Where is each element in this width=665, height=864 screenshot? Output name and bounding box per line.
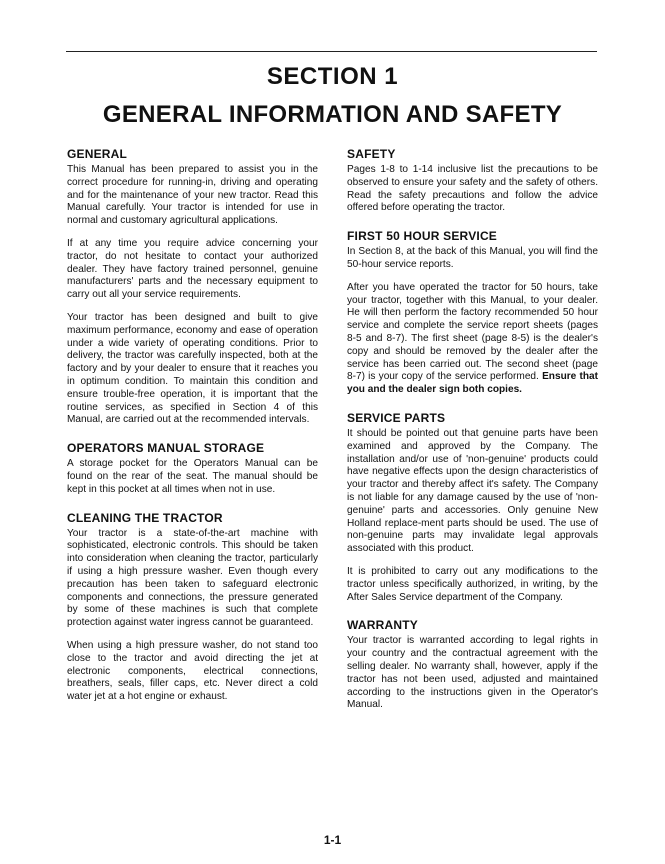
service-parts-section (347, 411, 598, 604)
warranty-paragraph-1: Your tractor is warranted according to legal rights in your country and the contractual agreement with the selling dealer. No warranty shall, however, apply if the tractor has not been used, adjusted and maintained according to the instructions given in the Operator's Manual. (347, 635, 598, 711)
first-50-hour-paragraph-2 (347, 282, 598, 397)
first-50-hour-bold-text: Ensure that you and the dealer sign both copies. (347, 371, 598, 396)
top-divider (66, 51, 597, 52)
general-section (67, 147, 318, 427)
service-parts-paragraph-1: It should be pointed out that genuine parts have been examined and approved by the Company. The installation and/or use of 'non-genuine' products could have negative effects upon the design characteristics of your tractor and thereby affect it's safety. The Company is not liable for any damage caused by the use of 'non-genuine' parts and accessories. Only genuine New Holland replace-ment parts should be used. The use of non-genuine parts may invalidate legal approvals associated with this product. (347, 427, 598, 555)
first-50-hour-heading: FIRST 50 HOUR SERVICE (347, 229, 498, 244)
first-50-hour-paragraph-1: In Section 8, at the back of this Manual, you will find the 50-hour service reports. (347, 246, 598, 270)
safety-heading: SAFETY (347, 147, 396, 161)
cleaning-heading: CLEANING THE TRACTOR (67, 510, 223, 525)
cleaning-paragraph-1: Your tractor is a state-of-the-art machine with sophisticated, electronic controls. This should be taken into consideration when cleaning the tractor, particularly if using a high pressure washer. Even though every precaution has been taken to safeguard electronic components and connections, the pressure generated by some of these machines is such that complete protection against water ingress cannot be guaranteed. (67, 527, 318, 629)
right-column (347, 147, 598, 722)
cleaning-section (67, 511, 318, 704)
safety-text-end: operating the tractor. (409, 202, 506, 214)
storage-heading: OPERATORS MANUAL STORAGE (67, 441, 265, 456)
safety-text-start: Pages 1-8 to 1-14 inclusive list the precautions to be observed to ensure your safety and the safety of others. Read the safety precautions and follow the advice offered (347, 164, 598, 214)
general-paragraph-3: Your tractor has been designed and built to give maximum performance, economy and ease of operation under a wide variety of operating conditions. Prior to delivery, the tractor was carefully inspected, both at the factory and by your dealer to ensure that it reaches you in optimum condition. To maintain this condition and ensure trouble-free operation, it is important that the routine services, as specified in Section 4 of this Manual, are carried out at the recommended intervals. (67, 311, 318, 426)
general-paragraph-2: If at any time you require advice concerning your tractor, do not hesitate to contact your authorized dealer. They have factory trained personnel, genuine manufacturers' parts and the necessary equipment to carry out all your service requirements. (67, 237, 318, 301)
safety-text-emphasis: before (381, 202, 410, 214)
first-50-hour-section (347, 229, 598, 397)
safety-section (347, 147, 598, 215)
first-50-hour-text: After you have operated the tractor for 50 hours, take your tractor, together with this Manual, to your dealer. He will then perform the factory recommended 50 hour service and complete the service report sheets (pages 8-5 and 8-7). The first sheet (page 8-5) is the dealer's copy and should be removed by the dealer after the service has been carried out. The second sheet (page 8-7) is your copy of the service performed. (347, 281, 598, 383)
warranty-heading: WARRANTY (347, 618, 418, 633)
cleaning-paragraph-2: When using a high pressure washer, do not stand too close to the tractor and avoid directing the jet at electronic components, electrical connections, breathers, seals, filler caps, etc. Never direct a cold water jet at a hot engine or exhaust. (67, 639, 318, 703)
general-heading: GENERAL (67, 147, 128, 161)
warranty-section (347, 618, 598, 712)
service-parts-heading: SERVICE PARTS (347, 410, 446, 425)
section-title: GENERAL INFORMATION AND SAFETY (102, 101, 563, 128)
safety-paragraph-1 (347, 164, 598, 215)
general-paragraph-1: This Manual has been prepared to assist you in the correct procedure for running-in, driving and operating and for the maintenance of your new tractor. Read this Manual carefully. Your tractor is intended for use in normal and customary agricultural applications. (67, 164, 318, 227)
service-parts-paragraph-2: It is prohibited to carry out any modifications to the tractor unless specifically authorized, in writing, by the After Sales Service department of the Company. (347, 565, 598, 603)
storage-paragraph-1: A storage pocket for the Operators Manual can be found on the rear of the seat. The manual should be kept in this pocket at all times when not in use. (67, 458, 318, 495)
page-number: 1-1 (323, 833, 342, 847)
section-number: SECTION 1 (266, 63, 399, 90)
storage-section (67, 441, 318, 496)
left-column (67, 147, 318, 714)
